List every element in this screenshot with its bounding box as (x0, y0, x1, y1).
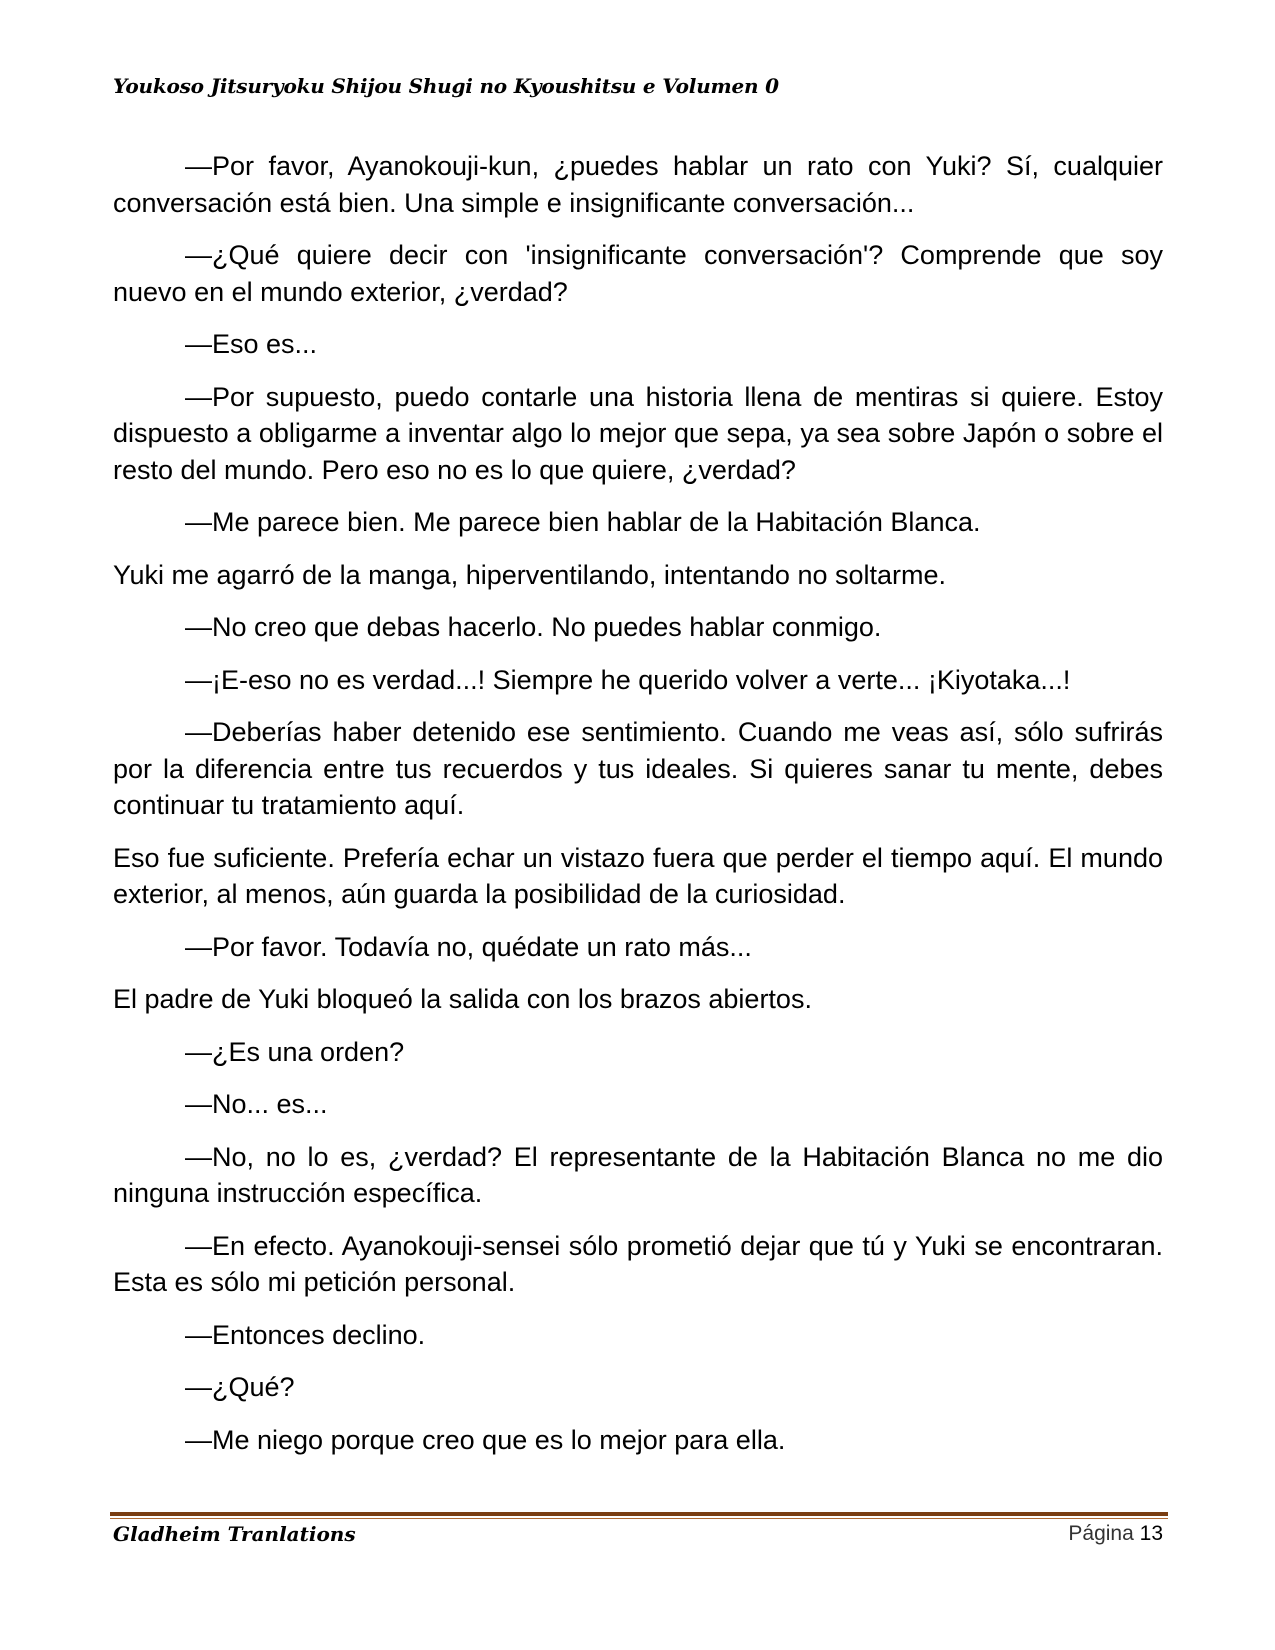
running-header-title: Youkoso Jitsuryoku Shijou Shugi no Kyoushitsu e Volumen 0 (113, 74, 779, 98)
paragraph: Eso fue suficiente. Prefería echar un vistazo fuera que perder el tiempo aquí. El mundo exterior, al menos, aún guarda la posibilidad de la curiosidad. (113, 842, 1163, 909)
footer-page-number (1068, 1522, 1163, 1546)
paragraph: —¡E-eso no es verdad...! Siempre he querido volver a verte... ¡Kiyotaka...! (185, 664, 1071, 695)
paragraph: —Por favor, Ayanokouji-kun, ¿puedes hablar un rato con Yuki? Sí, cualquier conversación está bien. Una simple e insignificante conversación... (113, 151, 1163, 218)
paragraph: —No... es... (185, 1089, 328, 1119)
paragraph: —¿Qué quiere decir con 'insignificante conversación'? Comprende que soy nuevo en el mundo exterior, ¿verdad? (113, 240, 1163, 307)
paragraph: —¿Qué? (185, 1372, 295, 1402)
paragraph: —Me niego porque creo que es lo mejor para ella. (185, 1424, 786, 1455)
paragraph: —¿Es una orden? (185, 1036, 405, 1067)
body-text (113, 148, 1163, 1474)
page-number: 13 (1139, 1522, 1163, 1545)
paragraph: Yuki me agarró de la manga, hiperventilando, intentando no soltarme. (113, 559, 947, 590)
paragraph: —En efecto. Ayanokouji-sensei sólo prometió dejar que tú y Yuki se encontraran. Esta es sólo mi petición personal. (113, 1230, 1163, 1297)
paragraph: —Deberías haber detenido ese sentimiento. Cuando me veas así, sólo sufrirás por la diferencia entre tus recuerdos y tus ideales. Si quieres sanar tu mente, debes continuar tu tratamiento aquí. (113, 717, 1163, 820)
footer-translator: Gladheim Tranlations (113, 1522, 356, 1546)
footer-divider-thin (110, 1518, 1168, 1519)
paragraph: —Eso es... (185, 329, 318, 359)
paragraph: El padre de Yuki bloqueó la salida con los brazos abiertos. (113, 984, 812, 1014)
paragraph: —Entonces declino. (185, 1319, 426, 1350)
paragraph: —Me parece bien. Me parece bien hablar de la Habitación Blanca. (185, 507, 981, 537)
footer-divider (110, 1512, 1168, 1516)
paragraph: —No, no lo es, ¿verdad? El representante de la Habitación Blanca no me dio ninguna instrucción específica. (113, 1141, 1163, 1208)
paragraph: —Por favor. Todavía no, quédate un rato más... (185, 931, 752, 962)
page-label: Página (1068, 1522, 1134, 1545)
paragraph: —Por supuesto, puedo contarle una historia llena de mentiras si quiere. Estoy dispuesto a obligarme a inventar algo lo mejor que sepa, ya sea sobre Japón o sobre el resto del mundo. Pero eso no es lo que quiere, ¿verdad? (113, 381, 1163, 485)
paragraph: —No creo que debas hacerlo. No puedes hablar conmigo. (185, 612, 882, 642)
